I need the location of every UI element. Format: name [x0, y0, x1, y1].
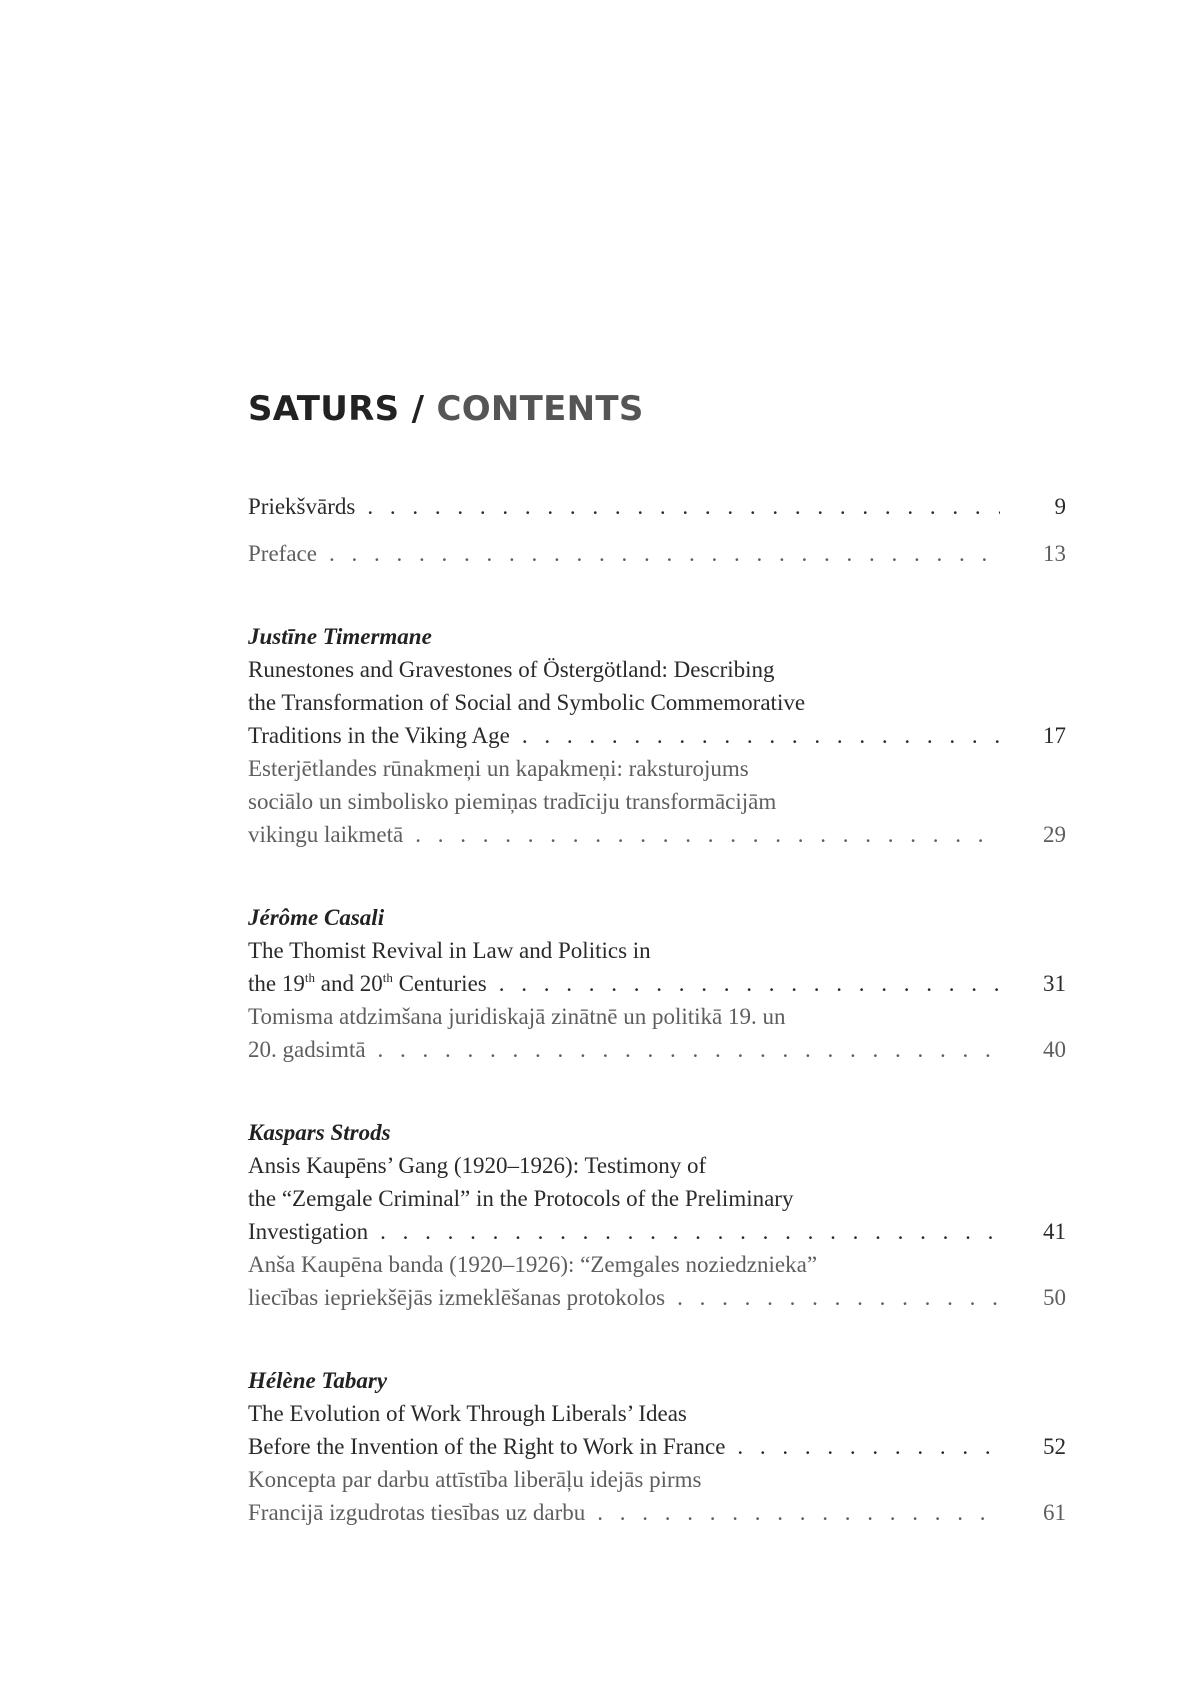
dot-leader: [593, 1496, 1000, 1529]
article-title-last-line: [248, 719, 1066, 752]
toc-article: [248, 901, 1066, 1066]
title-separator: /: [399, 389, 437, 429]
page-number: 29: [1043, 822, 1066, 847]
translated-title-line: Francijā izgudrotas tiesības uz darbu: [248, 1500, 586, 1525]
page-number: 31: [1043, 971, 1066, 996]
translated-title-line: Anša Kaupēna banda (1920–1926): “Zemgales noziedznieka”: [248, 1252, 818, 1277]
article-title-line: the 19th and 20th Centuries: [248, 970, 487, 996]
dot-leader: [376, 1215, 1000, 1248]
article-title-line: Traditions in the Viking Age: [248, 723, 510, 748]
toc-entry-front: [248, 537, 1066, 570]
translated-title-last-line: [248, 1033, 1066, 1066]
article-title-last-line: [248, 1215, 1066, 1248]
page-number: 40: [1043, 1037, 1066, 1062]
dot-leader: [733, 1430, 1000, 1463]
page-title: [248, 389, 644, 429]
article-title-line: Ansis Kaupēns’ Gang (1920–1926): Testimony of: [248, 1153, 707, 1178]
article-title-last-line: [248, 967, 1066, 1000]
article-title-line: The Thomist Revival in Law and Politics in: [248, 938, 651, 963]
article-title-line: Before the Invention of the Right to Work in France: [248, 1434, 726, 1459]
dot-leader: [518, 719, 1000, 752]
toc-article: [248, 620, 1066, 851]
article-title-last-line: [248, 1430, 1066, 1463]
toc-entry-front: [248, 490, 1066, 523]
translated-title-line: sociālo un simbolisko piemiņas tradīciju transformācijām: [248, 789, 777, 814]
translated-title-last-line: [248, 818, 1066, 851]
translated-title-last-line: [248, 1281, 1066, 1314]
dot-leader: [363, 490, 1000, 523]
article-author: Kaspars Strods: [248, 1120, 391, 1145]
article-title-line: the “Zemgale Criminal” in the Protocols of the Preliminary: [248, 1186, 794, 1211]
title-english: CONTENTS: [436, 389, 644, 429]
dot-leader: [374, 1033, 1000, 1066]
table-of-contents: [248, 490, 1066, 1529]
page-number: 9: [1054, 494, 1066, 519]
dot-leader: [411, 818, 1000, 851]
dot-leader: [325, 537, 1000, 570]
translated-title-last-line: [248, 1496, 1066, 1529]
article-title-line: Runestones and Gravestones of Östergötland: Describing: [248, 657, 775, 682]
dot-leader: [495, 967, 1000, 1000]
page-number: 41: [1043, 1219, 1066, 1244]
translated-title-line: Tomisma atdzimšana juridiskajā zinātnē un politikā 19. un: [248, 1004, 786, 1029]
page-number: 50: [1043, 1285, 1066, 1310]
page-number: 52: [1043, 1434, 1066, 1459]
translated-title-line: vikingu laikmetā: [248, 822, 404, 847]
page-number: 17: [1043, 723, 1066, 748]
article-author: Jérôme Casali: [248, 905, 385, 930]
translated-title-line: Koncepta par darbu attīstība liberāļu idejās pirms: [248, 1467, 702, 1492]
entry-title: Priekšvārds: [248, 494, 356, 519]
dot-leader: [673, 1281, 1000, 1314]
page-number: 13: [1043, 541, 1066, 566]
toc-article: [248, 1116, 1066, 1314]
translated-title-line: liecības iepriekšējās izmeklēšanas protokolos: [248, 1285, 666, 1310]
translated-title-line: 20. gadsimtā: [248, 1037, 366, 1062]
article-author: Hélène Tabary: [248, 1368, 388, 1393]
article-author: Justīne Timermane: [248, 624, 432, 649]
article-title-line: Investigation: [248, 1219, 369, 1244]
article-title-line: the Transformation of Social and Symbolic Commemorative: [248, 690, 806, 715]
page-number: 61: [1043, 1500, 1066, 1525]
toc-article: [248, 1364, 1066, 1529]
article-title-line: The Evolution of Work Through Liberals’ Ideas: [248, 1401, 687, 1426]
title-latvian: SATURS: [248, 389, 400, 429]
translated-title-line: Esterjētlandes rūnakmeņi un kapakmeņi: raksturojums: [248, 756, 749, 781]
entry-title: Preface: [248, 541, 317, 566]
